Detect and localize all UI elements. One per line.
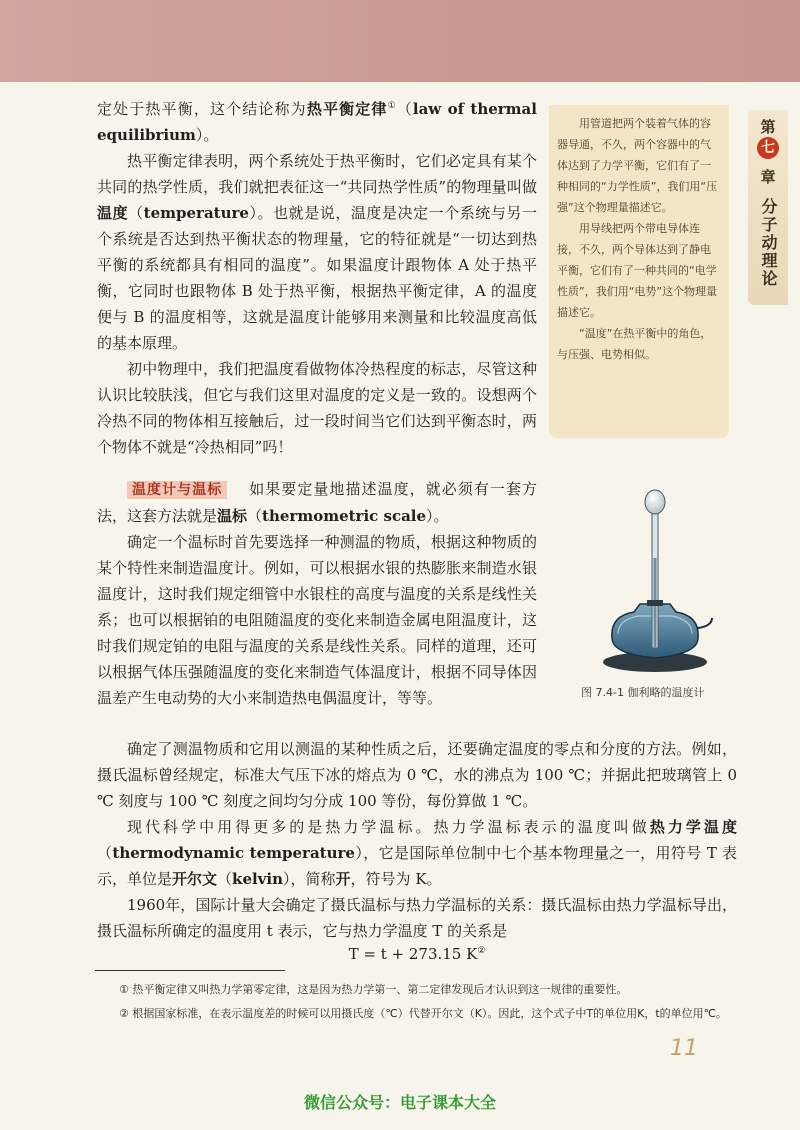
chapter-title: 分子动理论 xyxy=(759,198,778,288)
footnote-2: ② 根据国家标准，在表示温度差的时候可以用摄氏度（℃）代替开尔文（K）。因此，这个式子中T的单位用K，t的单位用℃。 xyxy=(119,1007,728,1020)
chapter-number-badge: 七 xyxy=(757,137,779,159)
watermark: 微信公众号：电子课本大全 xyxy=(303,1093,496,1112)
sidebar-note-box xyxy=(549,105,729,438)
term-kai: 开 xyxy=(335,870,351,888)
term-kelvin: 开尔文 xyxy=(172,870,218,888)
galileo-thermometer-figure xyxy=(594,488,716,676)
term-temperature: 温度 xyxy=(97,204,129,222)
top-color-band xyxy=(0,0,800,82)
term-thermometric-scale: 温标 xyxy=(217,507,248,525)
chapter-side-tab xyxy=(748,110,788,305)
paragraph-1: 定处于热平衡，这个结论称为热平衡定律①（law of thermal equilibrium）。 xyxy=(97,100,537,144)
footnotes xyxy=(97,980,737,1028)
footnote-ref-2: ② xyxy=(477,946,486,956)
paragraph-5: 确定一个温标时首先要选择一种测温的物质，根据这种物质的某个特性来制造温度计。例如，可以根据水银的热膨胀来制造水银温度计，这时我们规定细管中水银柱的高度与温度的关系是线性关系；也可以根据铂的电阻随温度的变化来制造金属电阻温度计，这时我们规定铂的电阻与温度的关系是线性关系。同样的道理，还可以根据气体压强随温度的变化来制造气体温度计，根据不同导体因温差产生电动势的大小来制造热电偶温度计，等等。 xyxy=(97,533,537,707)
paragraph-6: 确定了测温物质和它用以测温的某种性质之后，还要确定温度的零点和分度的方法。例如，摄氏温标曾经规定，标准大气压下冰的熔点为 0 ℃，水的沸点为 100 ℃；并据此把玻璃管上 0 ℃ 刻度与 100 ℃ 刻度之间均匀分成 100 等份，每份算做 1 ℃。 xyxy=(97,740,737,810)
main-column-lower xyxy=(97,476,537,711)
chapter-label-prefix: 第 xyxy=(760,118,776,136)
chapter-label-suffix: 章 xyxy=(760,168,776,186)
full-width-text xyxy=(97,736,737,944)
main-column-upper xyxy=(97,93,537,460)
paragraph-7: 现代科学中用得更多的是热力学温标。热力学温标表示的温度叫做热力学温度（thermodynamic temperature），它是国际单位制中七个基本物理量之一，用符号 T 表示，单位是开尔文（kelvin），简称开，符号为 K。 xyxy=(97,818,737,888)
term-thermal-equilibrium-law: 热平衡定律 xyxy=(306,100,388,118)
section-heading: 温度计与温标 xyxy=(127,481,227,499)
term-thermodynamic-temperature: 热力学温度 xyxy=(649,818,737,836)
page-number: 11 xyxy=(670,1036,698,1061)
sidebar-note-2: 用导线把两个带电导体连接，不久，两个导体达到了静电平衡，它们有了一种共同的“电学性质”，我们用“电势”这个物理量描述它。 xyxy=(557,222,718,319)
paragraph-8: 1960年，国际计量大会确定了摄氏温标与热力学温标的关系：摄氏温标由热力学温标导出，摄氏温标所确定的温度用 t 表示，它与热力学温度 T 的关系是 xyxy=(97,896,737,940)
figure-caption: 图 7.4-1 伽利略的温度计 xyxy=(581,686,705,699)
footnote-divider xyxy=(95,970,285,971)
footnote-1: ① 热平衡定律又叫热力学第零定律，这是因为热力学第一、第二定律发现后才认识到这一规律的重要性。 xyxy=(119,983,628,996)
paragraph-2: 热平衡定律表明，两个系统处于热平衡时，它们必定具有某个共同的热学性质，我们就把表征这一“共同热学性质”的物理量叫做温度（temperature）。也就是说，温度是决定一个系统与另一个系统是否达到热平衡状态的物理量，它的特征就是“一切达到热平衡的系统都具有相同的温度”。如果温度计跟物体 A 处于热平衡，它同时也跟物体 B 处于热平衡，根据热平衡定律，A 的温度便与 B 的温度相等，这就是温度计能够用来测量和比较温度高低的基本原理。 xyxy=(97,152,537,352)
sidebar-note-1: 用管道把两个装着气体的容器导通，不久，两个容器中的气体达到了力学平衡，它们有了一种相同的“力学性质”，我们用“压强”这个物理量描述它。 xyxy=(557,117,718,214)
footnote-ref-1: ① xyxy=(387,101,397,111)
formula xyxy=(97,938,737,967)
paragraph-4: 温度计与温标 如果要定量地描述温度，就必须有一套方法，这套方法就是温标（thermometric scale）。 xyxy=(97,480,537,525)
paragraph-3: 初中物理中，我们把温度看做物体冷热程度的标志，尽管这种认识比较肤浅，但它与我们这里对温度的定义是一致的。设想两个冷热不同的物体相互接触后，过一段时间当它们达到平衡态时，两个物体不就是“冷热相同”吗！ xyxy=(97,360,537,456)
formula-text: T = t + 273.15 K xyxy=(348,945,478,963)
sidebar-note-3: “温度”在热平衡中的角色，与压强、电势相似。 xyxy=(557,327,712,361)
